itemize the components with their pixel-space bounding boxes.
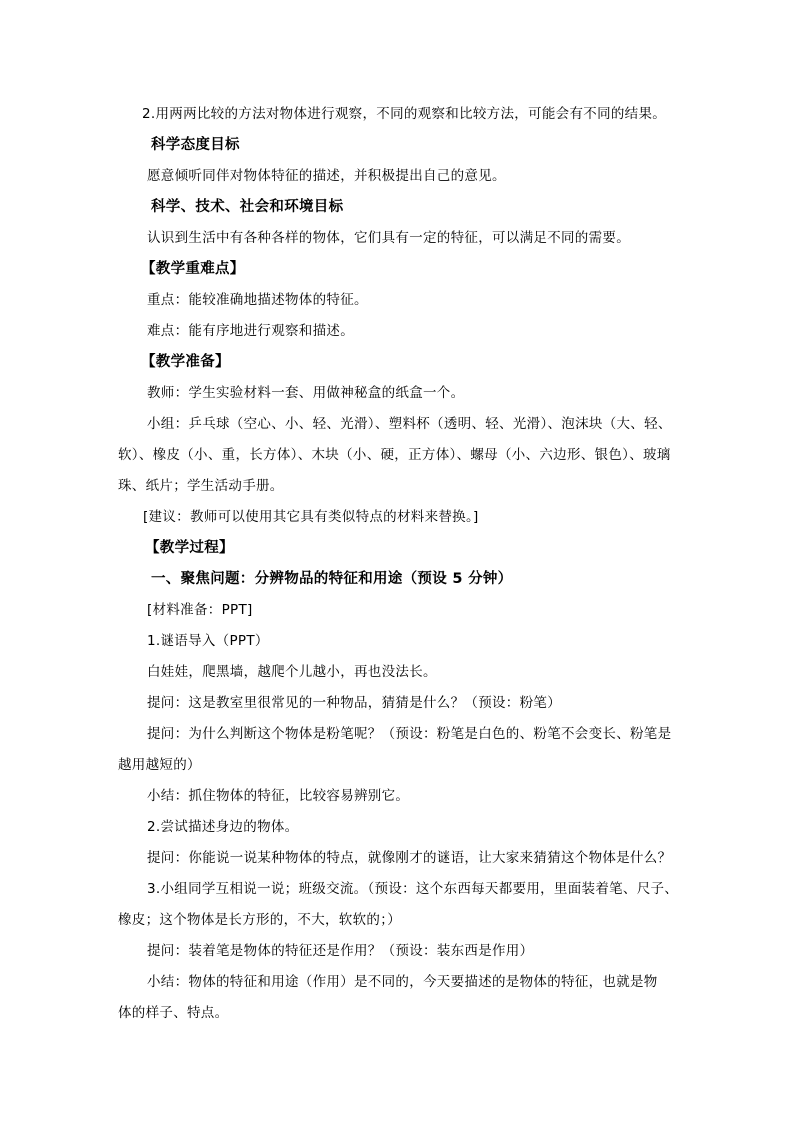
heading-stse-goal: 科学、技术、社会和环境目标 xyxy=(151,199,344,215)
step-3-line-2: 橡皮；这个物体是长方形的，不大，软软的；） xyxy=(118,912,402,928)
material-prep: [材料准备：PPT] xyxy=(147,602,253,618)
summary-2-line-1: 小结：物体的特征和用途（作用）是不同的，今天要描述的是物体的特征，也就是物 xyxy=(147,974,658,990)
attitude-goal-text: 愿意倾听同伴对物体特征的描述，并积极提出自己的意见。 xyxy=(147,168,506,184)
stse-goal-text: 认识到生活中有各种各样的物体，它们具有一定的特征，可以满足不同的需要。 xyxy=(147,230,630,246)
teacher-materials: 教师：学生实验材料一套、用做神秘盒的纸盒一个。 xyxy=(147,385,465,401)
question-2-line-1: 提问：为什么判断这个物体是粉笔呢？（预设：粉笔是白色的、粉笔不会变长、粉笔是 xyxy=(147,726,672,742)
question-1: 提问：这是教室里很常见的一种物品，猜猜是什么？（预设：粉笔） xyxy=(147,695,561,711)
suggestion-text: [建议：教师可以使用其它具有类似特点的材料来替换。] xyxy=(143,509,479,525)
step-2-title: 2.尝试描述身边的物体。 xyxy=(147,819,299,835)
section-1-title: 一、聚焦问题：分辨物品的特征和用途（预设 5 分钟） xyxy=(151,571,513,587)
riddle-text: 白娃娃，爬黑墙，越爬个儿越小，再也没法长。 xyxy=(147,664,437,680)
step-1-title: 1.谜语导入（PPT） xyxy=(147,633,269,649)
question-4: 提问：装着笔是物体的特征还是作用？（预设：装东西是作用） xyxy=(147,943,534,959)
group-materials-line-1: 小组：乒乓球（空心、小、轻、光滑）、塑料杯（透明、轻、光滑）、泡沫块（大、轻、 xyxy=(147,416,672,432)
step-3-line-1: 3.小组同学互相说一说；班级交流。（预设：这个东西每天都要用，里面装着笔、尺子、 xyxy=(147,881,679,897)
heading-key-points: 【教学重难点】 xyxy=(141,261,245,277)
goal-item-2: 2.用两两比较的方法对物体进行观察，不同的观察和比较方法，可能会有不同的结果。 xyxy=(142,106,667,122)
question-2-line-2: 越用越短的） xyxy=(118,757,201,773)
summary-2-line-2: 体的样子、特点。 xyxy=(118,1005,229,1021)
difficult-point-text: 难点：能有序地进行观察和描述。 xyxy=(147,323,354,339)
heading-preparation: 【教学准备】 xyxy=(141,354,230,370)
group-materials-line-3: 珠、纸片；学生活动手册。 xyxy=(118,478,284,494)
key-point-text: 重点：能较准确地描述物体的特征。 xyxy=(147,292,368,308)
summary-1: 小结：抓住物体的特征，比较容易辨别它。 xyxy=(147,788,410,804)
heading-process: 【教学过程】 xyxy=(145,540,234,556)
question-3: 提问：你能说一说某种物体的特点，就像刚才的谜语，让大家来猜猜这个物体是什么？ xyxy=(147,850,672,866)
group-materials-line-2: 软）、橡皮（小、重，长方体）、木块（小、硬，正方体）、螺母（小、六边形、银色）、玻璃 xyxy=(118,447,671,463)
heading-attitude-goal: 科学态度目标 xyxy=(151,137,240,153)
